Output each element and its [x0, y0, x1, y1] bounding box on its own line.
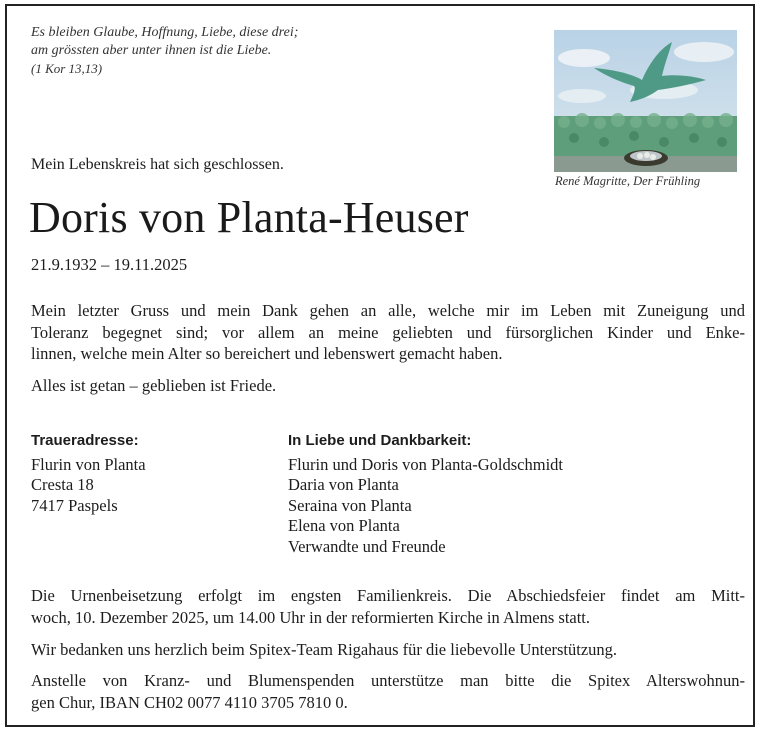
donation-note [31, 670, 745, 713]
message-line: linnen, welche mein Alter so bereichert und lebenswert gemacht haben. [31, 344, 503, 363]
address-line: Flurin von Planta [31, 454, 146, 474]
message-line: Toleranz begegnet sind; vor allem an meine geliebten und fürsorglichen Kinder und Enke- [31, 322, 745, 342]
closing-line: Alles ist getan – geblieben ist Friede. [31, 376, 277, 395]
donation-line: gen Chur, IBAN CH02 0077 4110 3705 7810 0. [31, 692, 348, 712]
donation-line: Anstelle von Kranz- und Blumenspenden unterstütze man bitte die Spitex Alterswohnun- [31, 671, 745, 690]
address-line: Cresta 18 [31, 475, 94, 494]
painting-caption: René Magritte, Der Frühling [555, 174, 701, 188]
mourner-name: Seraina von Planta [288, 495, 412, 515]
mourning-address [31, 431, 146, 516]
thanks-note [31, 639, 745, 661]
quote-reference: (1 Kor 13,13) [31, 61, 103, 76]
funeral-info [31, 585, 745, 628]
funeral-line: woch, 10. Dezember 2025, um 14.00 Uhr in der reformierten Kirche in Almens statt. [31, 607, 591, 627]
deceased-name: Doris von Planta-Heuser [29, 193, 469, 242]
mourner-name: Flurin und Doris von Planta-Goldschmidt [288, 454, 563, 474]
mourner-name: Elena von Planta [288, 516, 400, 535]
mourners-label: In Liebe und Dankbarkeit: [288, 432, 472, 449]
mourners-list [288, 431, 563, 557]
magritte-painting [554, 30, 737, 172]
address-label: Traueradresse: [31, 432, 139, 449]
obituary-notice [5, 4, 755, 727]
mourner-name: Verwandte und Freunde [288, 536, 446, 556]
message-line: Mein letzter Gruss und mein Dank gehen an alle, welche mir im Leben mit Zuneigung und [31, 301, 745, 320]
quote-line: Es bleiben Glaube, Hoffnung, Liebe, diese drei; [31, 25, 299, 40]
mourner-name: Daria von Planta [288, 475, 399, 494]
funeral-line: Die Urnenbeisetzung erfolgt im engsten Familienkreis. Die Abschiedsfeier findet am Mitt- [31, 586, 745, 605]
life-dates: 21.9.1932 – 19.11.2025 [31, 255, 188, 274]
bible-quote [31, 24, 298, 78]
farewell-message [31, 300, 745, 365]
intro-line: Mein Lebenskreis hat sich geschlossen. [31, 156, 284, 173]
quote-line: am grössten aber unter ihnen ist die Liebe. [31, 43, 272, 58]
address-line: 7417 Paspels [31, 495, 118, 515]
painting-image [554, 30, 737, 172]
thanks-line: Wir bedanken uns herzlich beim Spitex-Team Rigahaus für die liebevolle Unterstützung. [31, 640, 618, 659]
